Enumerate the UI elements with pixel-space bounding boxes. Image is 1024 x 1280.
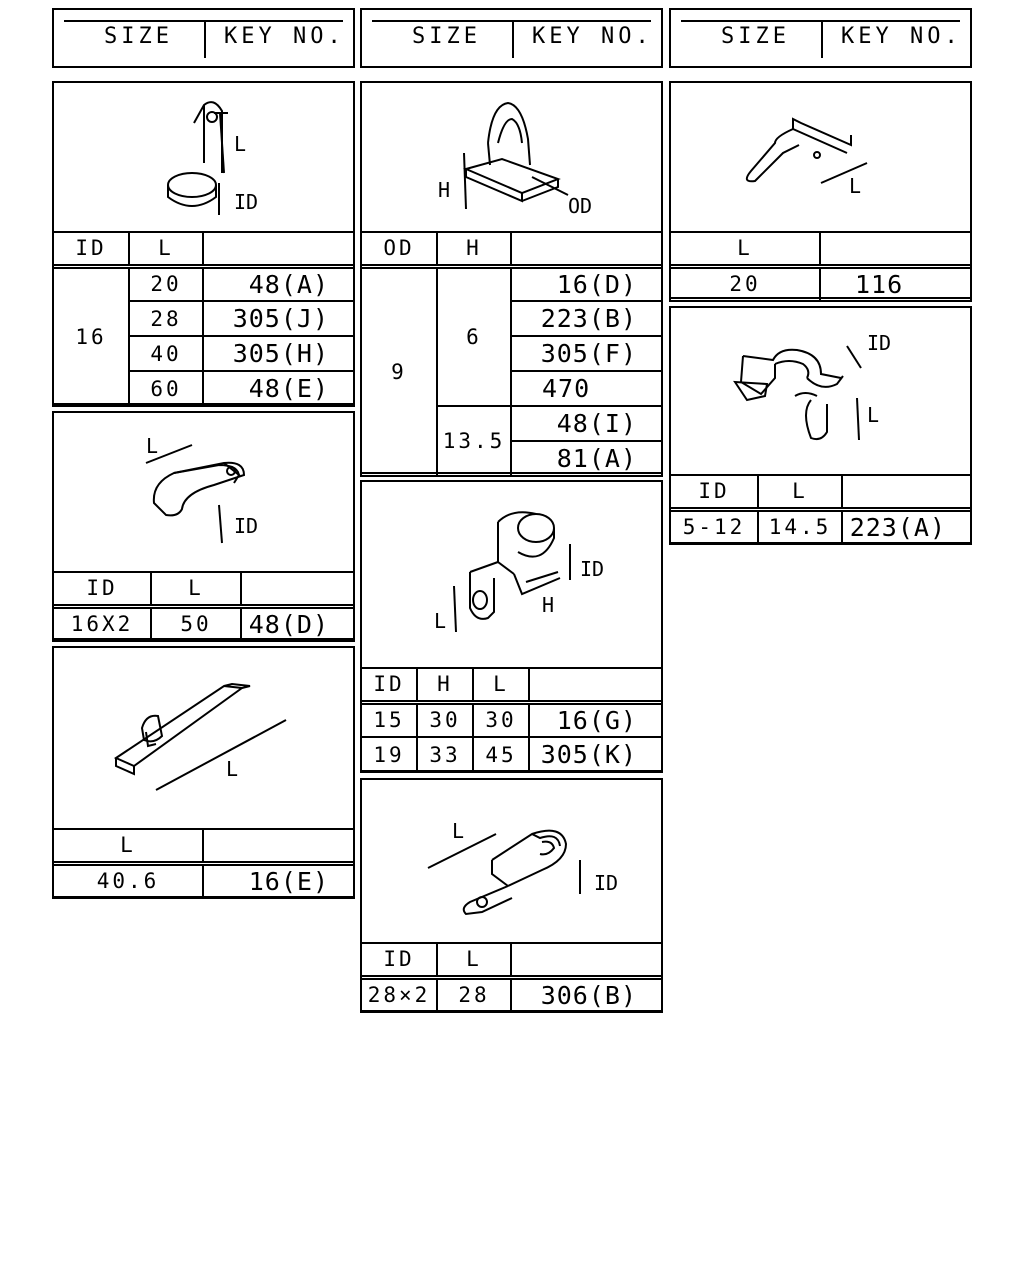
offset-clamp-table (360, 667, 663, 773)
key-no: 81(A) (511, 441, 662, 476)
h-value: 30 (417, 702, 473, 737)
header-col1 (52, 8, 355, 68)
key-no-header: KEY NO. (841, 24, 962, 49)
harness-clip-illustration (671, 308, 970, 474)
key-no-header: KEY NO. (224, 24, 345, 49)
col-key-header (820, 232, 971, 266)
l-value: 40 (129, 336, 203, 371)
key-no: 223(B) (511, 301, 662, 336)
id-value: 16 (53, 266, 129, 406)
dim-label-id: ID (234, 514, 259, 538)
panel-push-clip (360, 81, 663, 474)
id-value: 19 (361, 737, 417, 772)
push-clip-illustration (362, 83, 661, 231)
key-no-header: KEY NO. (532, 24, 653, 49)
key-no: 16(G) (529, 702, 662, 737)
l-value: 40.6 (53, 863, 203, 898)
dim-label-l: L (867, 403, 880, 427)
l-value: 45 (473, 737, 529, 772)
oval-clamp-illustration (362, 780, 661, 942)
dim-label-l: L (146, 434, 159, 458)
key-no: 48(A) (203, 266, 354, 301)
key-no: 306(B) (511, 977, 662, 1012)
col-l-header: L (473, 668, 529, 702)
l-value: 50 (151, 606, 241, 641)
l-value: 30 (473, 702, 529, 737)
panel-offset-clamp (360, 480, 663, 772)
col-h-header: H (437, 232, 511, 266)
col-key-header (511, 943, 662, 977)
col-l-header: L (53, 829, 203, 863)
dim-label-h: H (542, 593, 555, 617)
h-value: 33 (417, 737, 473, 772)
col-key-header (511, 232, 662, 266)
col-l-header: L (129, 232, 203, 266)
dim-label-h: H (438, 178, 451, 202)
key-no: 305(K) (529, 737, 662, 772)
strap-illustration (54, 648, 353, 828)
id-value: 15 (361, 702, 417, 737)
l-value: 60 (129, 371, 203, 406)
dim-label-l: L (849, 174, 862, 198)
l-value: 20 (129, 266, 203, 301)
p-clamp-table (52, 231, 355, 407)
l-value: 28 (437, 977, 511, 1012)
col-key-header (241, 572, 354, 606)
harness-clip-table (669, 474, 972, 545)
dim-label-l: L (226, 757, 239, 781)
col-od-header: OD (361, 232, 437, 266)
key-no: 305(J) (203, 301, 354, 336)
dim-label-id: ID (234, 190, 259, 214)
id-value: 5-12 (670, 509, 758, 544)
l-value: 20 (670, 266, 820, 301)
header-col3 (669, 8, 972, 68)
p-clamp-illustration (54, 83, 353, 231)
h-value: 6 (437, 266, 511, 406)
header-divider (204, 20, 206, 58)
loop-clamp-table (52, 571, 355, 642)
col-h-header: H (417, 668, 473, 702)
panel-p-clamp (52, 81, 355, 405)
col-id-header: ID (53, 572, 151, 606)
col-key-header (529, 668, 662, 702)
col-id-header: ID (361, 943, 437, 977)
col-l-header: L (758, 475, 842, 509)
col-l-header: L (151, 572, 241, 606)
col-id-header: ID (361, 668, 417, 702)
panel-loop-clamp (52, 411, 355, 640)
size-header: SIZE (104, 24, 173, 49)
l-value: 28 (129, 301, 203, 336)
col-id-header: ID (670, 475, 758, 509)
dim-label-l: L (234, 132, 247, 156)
col-key-header (203, 829, 354, 863)
id-value: 16X2 (53, 606, 151, 641)
key-no: 470 (511, 371, 662, 406)
size-header: SIZE (721, 24, 790, 49)
key-no: 48(D) (241, 606, 354, 641)
dim-label-id: ID (594, 871, 619, 895)
hook-clip-table (669, 231, 972, 302)
key-no: 48(E) (203, 371, 354, 406)
panel-strap (52, 646, 355, 898)
key-no: 116 (820, 266, 971, 301)
key-no: 305(H) (203, 336, 354, 371)
panel-hook-clip (669, 81, 972, 299)
id-value: 28×2 (361, 977, 437, 1012)
od-value: 9 (361, 266, 437, 476)
header-divider (512, 20, 514, 58)
key-no: 48(I) (511, 406, 662, 441)
col-l-header: L (437, 943, 511, 977)
col-key-header (842, 475, 971, 509)
dim-label-l: L (434, 609, 447, 633)
key-no: 305(F) (511, 336, 662, 371)
dim-label-od: OD (568, 194, 593, 218)
push-clip-table (360, 231, 663, 477)
offset-clamp-illustration (362, 482, 661, 667)
panel-harness-clip (669, 306, 972, 544)
col-id-header: ID (53, 232, 129, 266)
size-header: SIZE (412, 24, 481, 49)
l-value: 14.5 (758, 509, 842, 544)
strap-table (52, 828, 355, 899)
header-divider (821, 20, 823, 58)
col-key-header (203, 232, 354, 266)
hook-clip-illustration (671, 83, 970, 231)
key-no: 223(A) (842, 509, 971, 544)
h-value: 13.5 (437, 406, 511, 476)
key-no: 16(D) (511, 266, 662, 301)
dim-label-l: L (452, 819, 465, 843)
col-l-header: L (670, 232, 820, 266)
loop-clamp-illustration (54, 413, 353, 571)
dim-label-id: ID (580, 557, 605, 581)
dim-label-id: ID (867, 331, 892, 355)
header-col2 (360, 8, 663, 68)
key-no: 16(E) (203, 863, 354, 898)
panel-oval-clamp (360, 778, 663, 1012)
oval-clamp-table (360, 942, 663, 1013)
